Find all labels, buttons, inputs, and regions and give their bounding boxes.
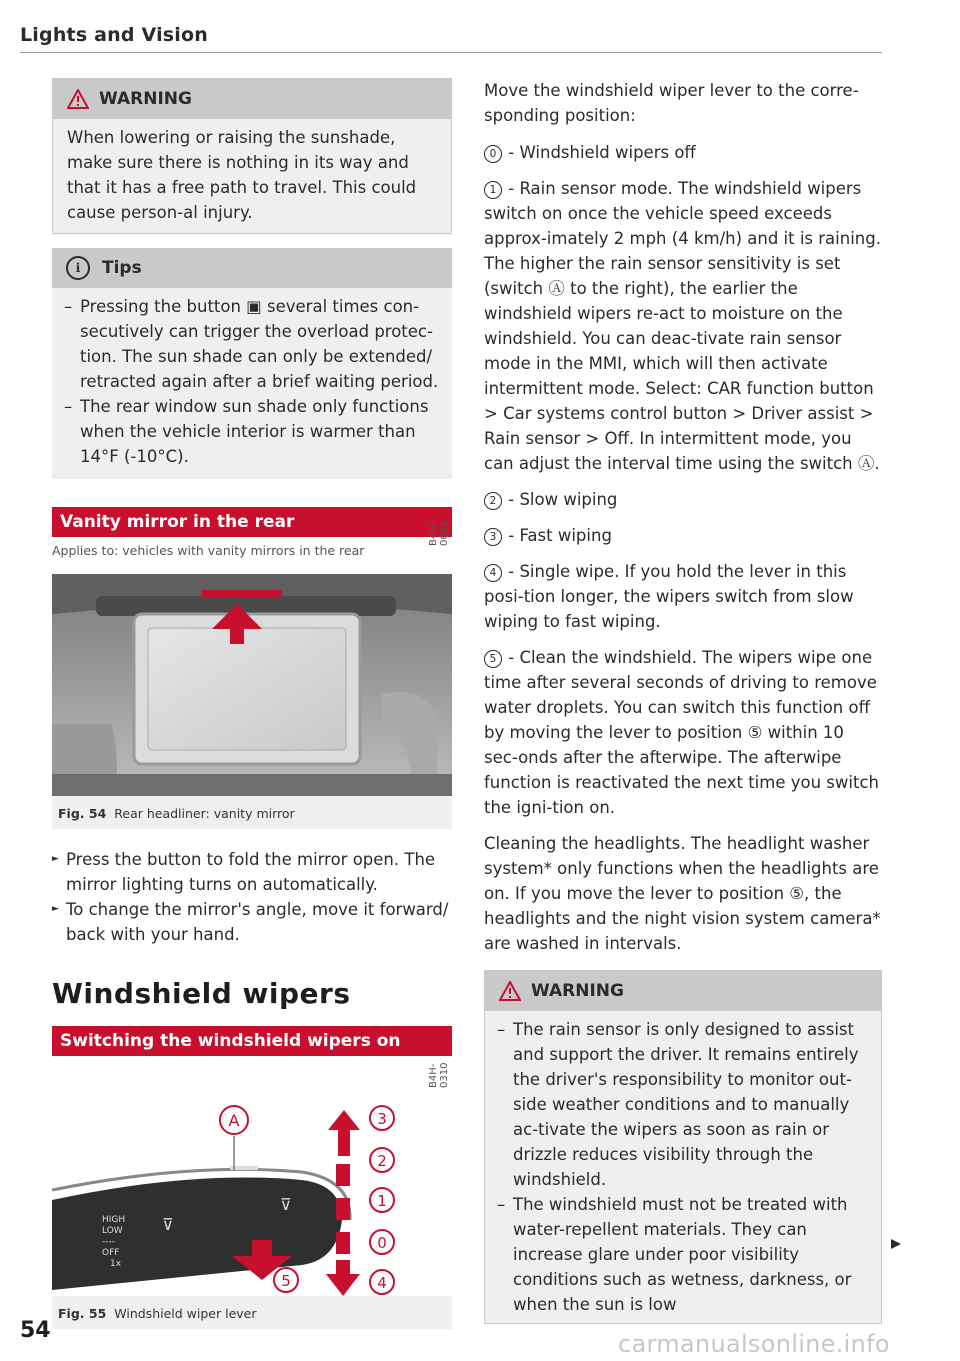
warning-title: WARNING: [99, 89, 192, 109]
position-number-badge: 3: [484, 528, 502, 546]
position-text: - Rain sensor mode. The windshield wipers switch on once the vehicle speed exceeds approx-imately 2 mph (4 km/h) and it is raining. The higher the rain sensor sensitivity is set (switch Ⓐ to the right), the earlier the windshield wipers re-act to moisture on the windshield. You can deac-tivate rain sensor mode in the MMI, which will then activate intermittent mode. Select: CAR function button > Car systems control button > Driver assist > Rain sensor > Off. In intermittent mode, you can adjust the interval time using the switch Ⓐ.: [484, 179, 881, 473]
position-item: [484, 140, 882, 165]
position-text: - Slow wiping: [508, 490, 618, 509]
tips-box: [52, 248, 452, 479]
left-column: [52, 78, 452, 1329]
position-item: [484, 645, 882, 820]
tip-item: – The rear window sun shade only functions when the vehicle interior is warmer than 14°F (-10°C).: [52, 394, 446, 469]
warning-header: [53, 79, 451, 119]
intro-text: Move the windshield wiper lever to the corre-sponding position:: [484, 81, 859, 125]
section-title-vanity-mirror: Vanity mirror in the rear: [52, 507, 452, 537]
vanity-mirror-illustration: [52, 574, 452, 796]
lever-label-off: OFF: [102, 1248, 120, 1258]
svg-text:2: 2: [377, 1152, 387, 1170]
watermark: carmanualsonline.info: [618, 1330, 890, 1358]
position-list: [484, 140, 882, 820]
right-column: [484, 78, 882, 1324]
figure-label: Fig. 55: [58, 1306, 107, 1321]
warning-triangle-icon: [499, 981, 521, 1001]
svg-text:0: 0: [377, 1234, 387, 1252]
continue-arrow-icon: [890, 1238, 902, 1250]
position-text: - Windshield wipers off: [508, 143, 696, 162]
figure-label: Fig. 54: [58, 806, 107, 821]
warning-text: When lowering or raising the sunshade, make sure there is nothing in its way and that it has a free path to travel. This could cause person-al injury.: [67, 128, 417, 222]
warning-box-sunshade: [52, 78, 452, 234]
wiper-lever-illustration: [52, 1070, 452, 1296]
position-number-badge: 2: [484, 492, 502, 510]
vanity-step: ► Press the button to fold the mirror open. The mirror lighting turns on automatically.: [52, 847, 452, 897]
figure-code: B4H-0629: [428, 520, 450, 546]
heading-windshield-wipers: Windshield wipers: [52, 977, 351, 1010]
header-divider: [20, 52, 882, 53]
tips-header: [52, 248, 452, 288]
position-number-badge: 4: [484, 564, 502, 582]
tip-item: – Pressing the button ▣ several times con-secutively can trigger the overload protec-tion. The sun shade can only be extended/ retracted again after a brief waiting period.: [52, 294, 446, 394]
wiper-rear-icon: ⊽: [280, 1195, 292, 1214]
wiper-front-icon: ⊽: [162, 1215, 174, 1234]
svg-text:1: 1: [377, 1192, 387, 1210]
position-number-badge: 1: [484, 181, 502, 199]
figure-55: [52, 1070, 452, 1329]
lever-label-interval: ----: [102, 1237, 115, 1247]
position-text: - Clean the windshield. The wipers wipe one time after several seconds of driving to remove water droplets. You can switch this function off by moving the lever to position ⑤ within 10 sec-onds after the afterwipe. The afterwipe function is reactivated the next time you switch the igni-tion on.: [484, 648, 879, 817]
headlight-cleaning-text: Cleaning the headlights. The headlight washer system* only functions when the headlights are on. If you move the lever to position ⑤, the headlights and the night vision system camera* are washed in intervals.: [484, 834, 881, 953]
position-item: [484, 559, 882, 634]
position-number-badge: 5: [484, 650, 502, 668]
lever-label-single: 1x: [110, 1259, 122, 1269]
tips-title: Tips: [102, 258, 142, 278]
warning-title: WARNING: [531, 981, 624, 1001]
position-number-badge: 0: [484, 145, 502, 163]
svg-text:3: 3: [377, 1110, 387, 1128]
section-title-switching-wipers: Switching the windshield wipers on: [52, 1026, 452, 1056]
lever-label-low: LOW: [102, 1226, 123, 1236]
lever-label-high: HIGH: [102, 1215, 126, 1225]
warning-item: – The windshield must not be treated with water-repellent materials. They can increase glare under poor visibility conditions such as wetness, darkness, or when the sun is low: [485, 1192, 875, 1317]
position-item: [484, 487, 882, 512]
switch-a-marker: A: [228, 1111, 240, 1130]
figure-54: [52, 574, 452, 829]
position-item: [484, 176, 882, 476]
vanity-step: ► To change the mirror's angle, move it forward/ back with your hand.: [52, 897, 452, 947]
page-header-title: Lights and Vision: [20, 24, 209, 46]
page-number: 54: [20, 1318, 51, 1343]
figure-caption: Windshield wiper lever: [114, 1306, 257, 1321]
info-icon: i: [66, 256, 90, 280]
position-text: - Fast wiping: [508, 526, 612, 545]
figure-caption: Rear headliner: vanity mirror: [114, 806, 295, 821]
svg-text:4: 4: [377, 1274, 387, 1292]
warning-item: – The rain sensor is only designed to assist and support the driver. It remains entirely the driver's responsibility to monitor out-side weather conditions and to manually ac-tivate the wipers as soon as rain or drizzle reduces visibility through the windshield.: [485, 1017, 875, 1192]
svg-text:5: 5: [281, 1272, 291, 1290]
position-item: [484, 523, 882, 548]
position-text: - Single wipe. If you hold the lever in this posi-tion longer, the wipers switch from slow wiping to fast wiping.: [484, 562, 854, 631]
warning-header: [485, 971, 881, 1011]
figure-code: B4H-0310: [428, 1062, 450, 1088]
warning-box-rain-sensor: [484, 970, 882, 1324]
applies-to-note: Applies to: vehicles with vanity mirrors in the rear: [52, 543, 365, 558]
warning-triangle-icon: [67, 89, 89, 109]
